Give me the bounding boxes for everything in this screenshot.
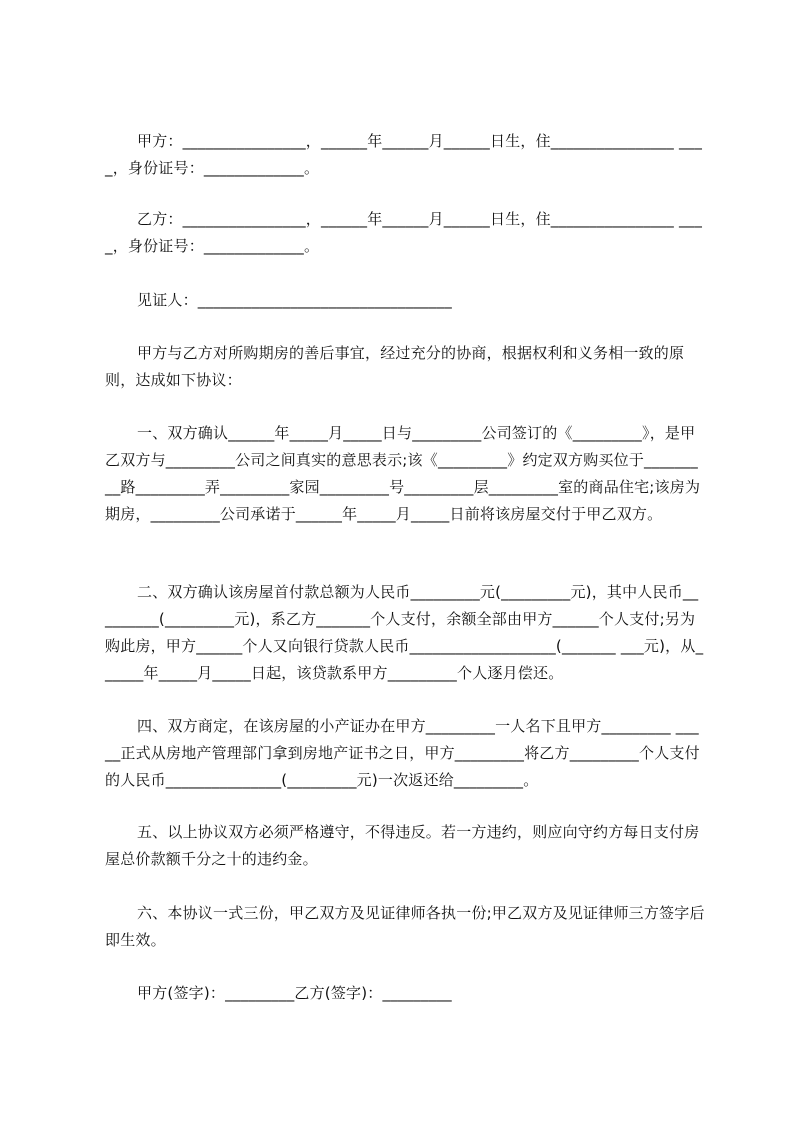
party-b-info: 乙方：________________，______年______月______日生，住________________ ____，身份证号：_____________。 — [105, 210, 703, 255]
clause-two: 二、双方确认该房屋首付款总额为人民币_________元(_________元)，其中人民币_________(_________元)，系乙方_______个人支付，余额全部由甲方______个人支付;另为购此房，甲方______个人又向银行贷款人民币___________________(_______ ___元)，从______年_____月_____日起，该贷款系甲方_________个人逐月偿还。 — [105, 583, 704, 682]
party-a-info: 甲方：________________，______年______月______日生，住________________ ____，身份证号：_____________。 — [105, 132, 703, 177]
clause-five: 五、以上协议双方必须严格遵守，不得违反。若一方违约，则应向守约方每日支付房屋总价款额千分之十的违约金。 — [105, 823, 700, 868]
intro-paragraph: 甲方与乙方对所购期房的善后事宜，经过充分的协商，根据权利和义务相一致的原则，达成如下协议： — [105, 344, 685, 389]
witness-info: 见证人：_________________________________ — [137, 291, 452, 309]
clause-six: 六、本协议一式三份，甲乙双方及见证律师各执一份;甲乙双方及见证律师三方签字后即生效。 — [105, 904, 705, 949]
clause-four: 四、双方商定，在该房屋的小产证办在甲方_________一人名下且甲方_________ _____正式从房地产管理部门拿到房地产证书之日，甲方_________将乙方_________个人支付的人民币_______________(_________元)一次返还给_________。 — [105, 717, 700, 789]
clause-one: 一、双方确认______年_____月_____日与_________公司签订的《_________》，是甲乙双方与_________公司之间真实的意思表示;该《_________》约定双方购买位于_________路_________弄_________家园_________号_________层_________室的商品住宅;该房为期房，_________公司承诺于______年_____月_____日前将该房屋交付于甲乙双方。 — [105, 424, 701, 523]
signature-line: 甲方(签字)：_________乙方(签字)：_________ — [137, 984, 452, 1002]
